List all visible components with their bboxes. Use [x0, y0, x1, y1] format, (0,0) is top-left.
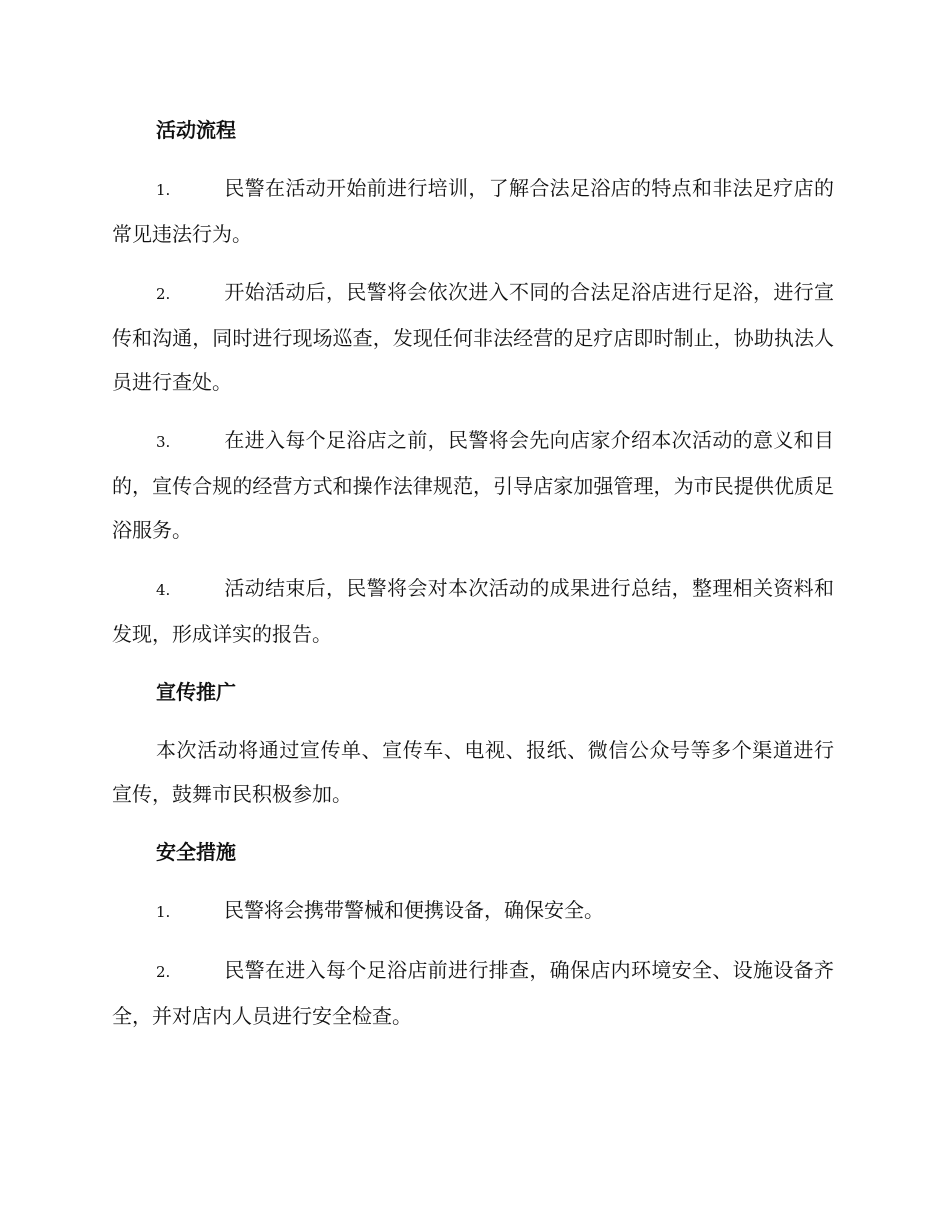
list-item: [112, 270, 834, 404]
list-number: 3.: [156, 433, 171, 451]
section-heading-promotion: 宣传推广: [156, 680, 236, 704]
list-number: 4.: [156, 581, 171, 599]
document-page: [112, 108, 834, 1052]
section-heading-safety-measures: 安全措施: [156, 840, 236, 864]
list-item-text: 民警在进入每个足浴店前进行排查，确保店内环境安全、设施设备齐全，并对店内人员进行安全检查。: [112, 958, 834, 1028]
list-item: [112, 888, 834, 934]
list-item: [112, 948, 834, 1038]
list-item-text: 民警将会携带警械和便携设备，确保安全。: [224, 898, 604, 922]
body-paragraph: 本次活动将通过宣传单、宣传车、电视、报纸、微信公众号等多个渠道进行宣传，鼓舞市民积极参加。: [112, 738, 834, 806]
list-item: [112, 166, 834, 256]
list-item: [112, 418, 834, 552]
list-item-text: 活动结束后，民警将会对本次活动的成果进行总结，整理相关资料和发现，形成详实的报告。: [112, 576, 834, 646]
list-number: 2.: [156, 285, 171, 303]
list-number: 1.: [156, 181, 171, 199]
section-heading-activity-process: 活动流程: [156, 118, 236, 142]
list-item-text: 在进入每个足浴店之前，民警将会先向店家介绍本次活动的意义和目的，宣传合规的经营方式和操作法律规范，引导店家加强管理，为市民提供优质足浴服务。: [112, 428, 834, 542]
list-number: 1.: [156, 903, 171, 921]
list-item-text: 民警在活动开始前进行培训，了解合法足浴店的特点和非法足疗店的常见违法行为。: [112, 176, 834, 246]
list-item: [112, 566, 834, 656]
list-number: 2.: [156, 963, 171, 981]
list-item-text: 开始活动后，民警将会依次进入不同的合法足浴店进行足浴，进行宣传和沟通，同时进行现场巡查，发现任何非法经营的足疗店即时制止，协助执法人员进行查处。: [112, 280, 834, 394]
